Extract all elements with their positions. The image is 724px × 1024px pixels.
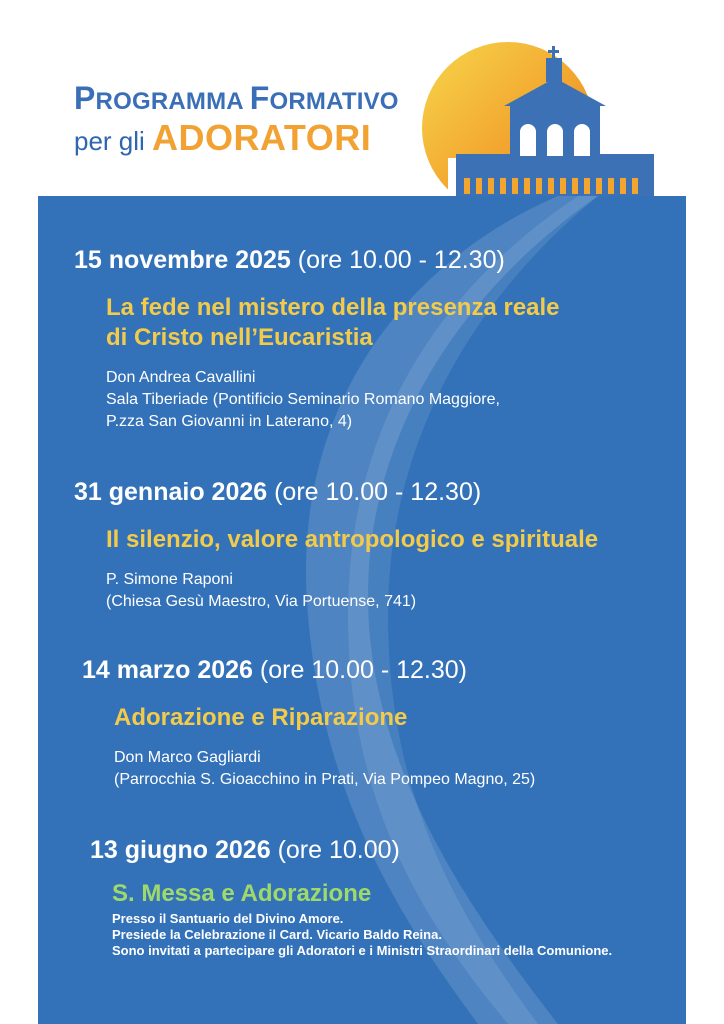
per-gli-text: per gli bbox=[74, 126, 153, 156]
celebrant-name: Card. Vicario Baldo Reina bbox=[279, 927, 439, 942]
event-date: 31 gennaio 2026 bbox=[74, 478, 268, 506]
event-1 bbox=[74, 246, 560, 433]
subtitle bbox=[74, 117, 399, 158]
event-location: Presso il Santuario del Divino Amore. bbox=[112, 911, 344, 926]
event-date: 15 novembre 2025 bbox=[74, 246, 291, 274]
event-info bbox=[106, 367, 560, 433]
event-date-line bbox=[90, 836, 612, 865]
event-title bbox=[106, 293, 560, 353]
event-date: 14 marzo 2026 bbox=[82, 656, 253, 684]
event-date-line bbox=[82, 656, 535, 685]
celebrant-suffix: . bbox=[438, 927, 442, 942]
event-info bbox=[106, 569, 598, 613]
event-info bbox=[112, 911, 612, 959]
event-title-line: La fede nel mistero della presenza reale bbox=[106, 294, 560, 321]
event-title bbox=[106, 525, 598, 555]
event-4 bbox=[90, 836, 612, 959]
title-ormativo: ORMATIVO bbox=[269, 88, 399, 115]
event-location: (Chiesa Gesù Maestro, Via Portuense, 741) bbox=[106, 593, 417, 610]
event-date-line bbox=[74, 246, 560, 275]
speaker-name: P. Simone Raponi bbox=[106, 571, 233, 588]
event-title-line: Adorazione e Riparazione bbox=[114, 704, 408, 731]
event-address: P.zza San Giovanni in Laterano, 4) bbox=[106, 413, 353, 430]
header-title bbox=[74, 82, 399, 156]
program-panel bbox=[38, 196, 686, 1024]
event-2 bbox=[74, 478, 598, 613]
event-date: 13 giugno 2026 bbox=[90, 836, 271, 864]
event-title-line: di Cristo nell’Eucaristia bbox=[106, 324, 373, 351]
speaker-name: Don Andrea Cavallini bbox=[106, 369, 256, 386]
event-location: (Parrocchia S. Gioacchino in Prati, Via Pompeo Magno, 25) bbox=[114, 771, 536, 788]
speaker-name: Don Marco Gagliardi bbox=[114, 749, 261, 766]
event-time: (ore 10.00) bbox=[277, 836, 400, 864]
event-title-line: S. Messa e Adorazione bbox=[112, 880, 372, 907]
church-sun-logo-icon bbox=[420, 40, 656, 200]
title-letter-f: F bbox=[249, 80, 270, 116]
event-info bbox=[114, 747, 535, 791]
event-title-line: Il silenzio, valore antropologico e spirituale bbox=[106, 526, 599, 553]
event-date-line bbox=[74, 478, 598, 507]
title-rogramma: ROGRAMMA bbox=[95, 88, 250, 115]
event-title bbox=[112, 879, 612, 909]
title-letter-p: P bbox=[74, 80, 96, 116]
programma-formativo-title bbox=[74, 82, 399, 114]
event-title bbox=[114, 703, 535, 733]
event-invitation: Sono invitati a partecipare gli Adoratori e i Ministri Straordinari della Comunione. bbox=[112, 943, 613, 958]
event-3 bbox=[82, 656, 535, 791]
event-time: (ore 10.00 - 12.30) bbox=[259, 656, 467, 684]
celebrant-prefix: Presiede la Celebrazione il bbox=[112, 927, 280, 942]
event-time: (ore 10.00 - 12.30) bbox=[274, 478, 482, 506]
event-time: (ore 10.00 - 12.30) bbox=[297, 246, 505, 274]
adoratori-text: ADORATORI bbox=[152, 117, 372, 158]
event-location: Sala Tiberiade (Pontificio Seminario Romano Maggiore, bbox=[106, 391, 500, 408]
event-celebrant-line bbox=[112, 927, 612, 943]
